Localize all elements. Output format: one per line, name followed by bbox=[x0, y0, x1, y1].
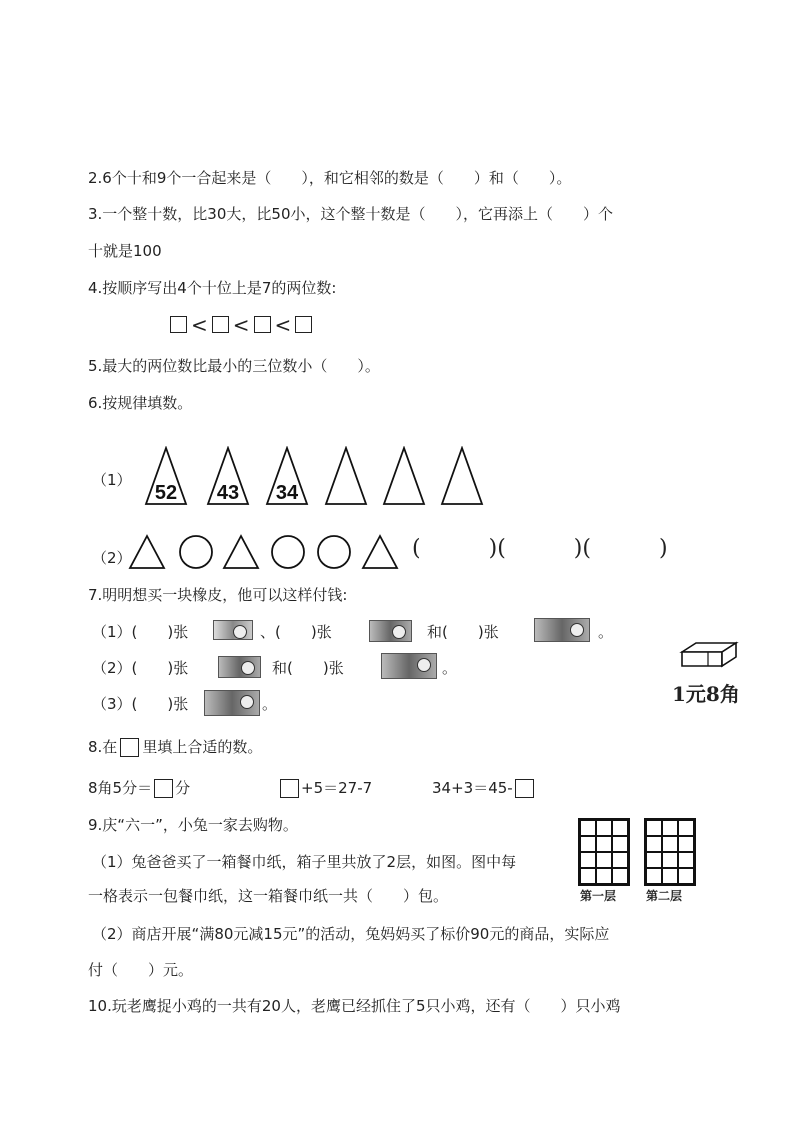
less-than: < bbox=[232, 312, 250, 337]
answer-box[interactable] bbox=[170, 316, 187, 333]
less-than: < bbox=[191, 312, 208, 337]
shape-circle bbox=[272, 536, 304, 568]
q4-boxes bbox=[170, 314, 312, 335]
less-than: < bbox=[274, 312, 292, 337]
question-9-1a: （1）兔爸爸买了一箱餐巾纸，箱子里共放了2层，如图。图中每 bbox=[92, 853, 517, 871]
triangle-number-2: 43 bbox=[216, 482, 240, 504]
q6-2-shapes bbox=[128, 533, 418, 571]
answer-box[interactable] bbox=[212, 316, 229, 333]
shape-triangle bbox=[224, 536, 258, 568]
question-3-line1: 3.一个整十数，比30大，比50小，这个整十数是（ ），它再添上（ ）个 bbox=[88, 205, 613, 223]
eraser-icon bbox=[678, 640, 740, 670]
question-9-1b: 一格表示一包餐巾纸，这一箱餐巾纸一共（ ）包。 bbox=[88, 887, 449, 905]
question-6: 6.按规律填数。 bbox=[88, 394, 193, 412]
banknote-1-jiao bbox=[213, 620, 253, 640]
triangle-number-3: 34 bbox=[275, 482, 299, 504]
answer-box[interactable] bbox=[254, 316, 271, 333]
q6-1-label: （1） bbox=[92, 471, 132, 489]
q8-eq3: 34+3＝45- bbox=[432, 778, 534, 798]
question-2: 2.6个十和9个一合起来是（ ），和它相邻的数是（ ）和（ ）。 bbox=[88, 169, 572, 187]
question-4: 4.按顺序写出4个十位上是7的两位数: bbox=[88, 279, 337, 297]
q7-1a: （1）( )张 bbox=[92, 623, 189, 641]
shape-circle bbox=[318, 536, 350, 568]
triangle-6 bbox=[442, 448, 482, 504]
q7-2c: 。 bbox=[442, 659, 458, 677]
q8-eq2: +5＝27-7 bbox=[280, 778, 372, 798]
banknote-1-yuan bbox=[381, 653, 437, 679]
q7-2b: 和( )张 bbox=[272, 659, 344, 677]
q6-1-triangles bbox=[140, 446, 490, 508]
answer-box[interactable] bbox=[515, 779, 534, 798]
layer-1-grid bbox=[578, 818, 630, 886]
shape-triangle bbox=[130, 536, 164, 568]
banknote-5-jiao bbox=[369, 620, 412, 642]
q6-2-label: （2） bbox=[92, 549, 132, 567]
q7-3a: （3）( )张 bbox=[92, 695, 189, 713]
question-7: 7.明明想买一块橡皮，他可以这样付钱: bbox=[88, 586, 348, 604]
answer-box[interactable] bbox=[154, 779, 173, 798]
question-10: 10.玩老鹰捉小鸡的一共有20人，老鹰已经抓住了5只小鸡，还有（ ）只小鸡 bbox=[88, 997, 621, 1015]
question-9-2a: （2）商店开展“满80元减15元”的活动，兔妈妈买了标价90元的商品，实际应 bbox=[92, 925, 610, 943]
banknote-1-yuan bbox=[534, 618, 590, 642]
answer-box[interactable] bbox=[295, 316, 312, 333]
shape-triangle bbox=[363, 536, 397, 568]
banknote-1-yuan bbox=[204, 690, 260, 716]
answer-box[interactable] bbox=[280, 779, 299, 798]
q7-2a: （2）( )张 bbox=[92, 659, 189, 677]
eraser-price: 1元8角 bbox=[672, 682, 740, 706]
q7-1b: 、( )张 bbox=[260, 623, 332, 641]
triangle-5 bbox=[384, 448, 424, 504]
layer-2-grid bbox=[644, 818, 696, 886]
question-3-line2: 十就是100 bbox=[88, 242, 162, 260]
triangle-4 bbox=[326, 448, 366, 504]
banknote-5-jiao bbox=[218, 656, 261, 678]
q8-eq1: 8角5分＝ 分 bbox=[88, 779, 191, 797]
box-icon bbox=[120, 738, 139, 757]
question-9-2b: 付（ ）元。 bbox=[88, 961, 194, 979]
question-8: 8.在 里填上合适的数。 bbox=[88, 738, 263, 756]
q6-2-answers: ( )( )( ) bbox=[412, 536, 668, 561]
shape-circle bbox=[180, 536, 212, 568]
q7-1c: 和( )张 bbox=[427, 623, 499, 641]
q7-1d: 。 bbox=[598, 623, 614, 641]
question-5: 5.最大的两位数比最小的三位数小（ ）。 bbox=[88, 357, 380, 375]
q7-3b: 。 bbox=[262, 695, 278, 713]
question-9: 9.庆“六一”，小兔一家去购物。 bbox=[88, 816, 298, 834]
layer-2-label: 第二层 bbox=[646, 889, 683, 903]
layer-1-label: 第一层 bbox=[580, 889, 617, 903]
triangle-number-1: 52 bbox=[154, 482, 178, 504]
